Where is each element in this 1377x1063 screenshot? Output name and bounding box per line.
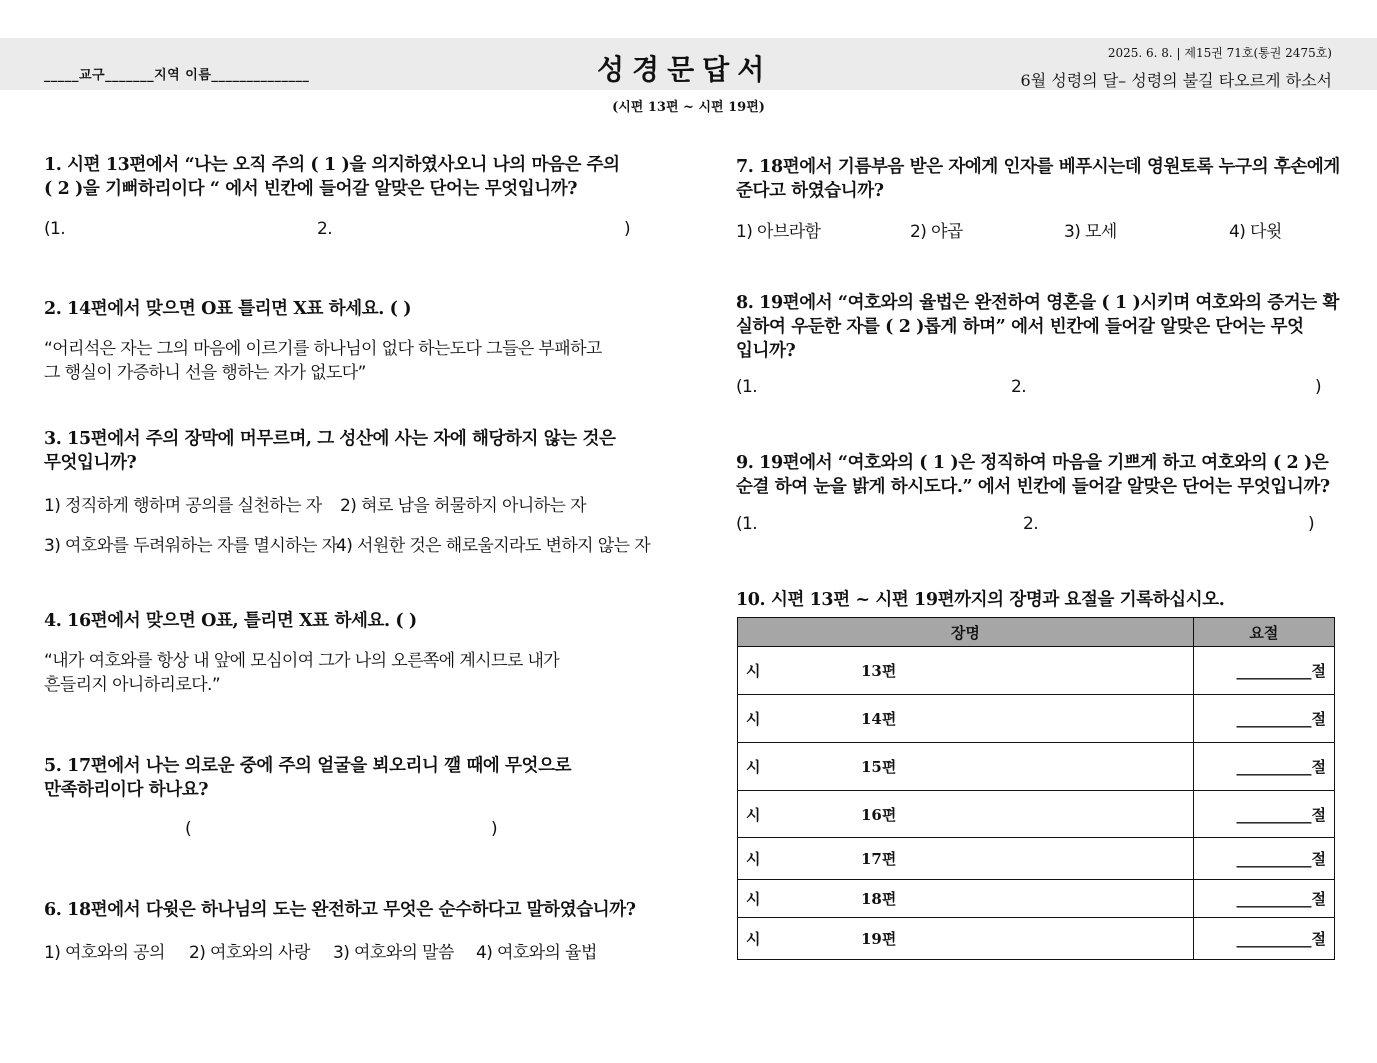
question-8-line-2: 실하여 우둔한 자를 ( 2 )롭게 하며” 에서 빈칸에 들어갈 알맞은 단어는 무엇 xyxy=(736,317,1304,337)
option-4[interactable]: 4) 다윗 xyxy=(1229,222,1282,242)
answer-open-paren[interactable]: ( xyxy=(185,819,192,839)
option-1[interactable]: 1) 여호와의 공의 xyxy=(44,943,165,963)
book-name: 시 xyxy=(746,662,761,680)
issue-info: 2025. 6. 8. | 제15권 71호(통권 2475호) xyxy=(1107,46,1332,60)
table-row xyxy=(738,743,1335,791)
question-3-line-2: 무엇입니까? xyxy=(44,453,137,473)
option-4[interactable]: 4) 여호와의 율법 xyxy=(476,943,597,963)
table-row xyxy=(738,918,1335,960)
question-4-line-1[interactable]: 4. 16편에서 맞으면 O표, 틀리면 X표 하세요. ( ) xyxy=(44,611,417,631)
chapter-cell[interactable] xyxy=(738,791,1194,838)
question-9-line-1: 9. 19편에서 “여호와의 ( 1 )은 정직하여 마음을 기쁘게 하고 여호와의 ( 2 )은 xyxy=(736,453,1329,473)
name-line: _____교구_______지역 이름______________ xyxy=(44,68,310,83)
option-3[interactable]: 3) 모세 xyxy=(1064,222,1117,242)
table-row xyxy=(738,647,1335,695)
verse-cell[interactable]: __________절 xyxy=(1193,880,1334,918)
chapter-number: 16편 xyxy=(861,805,897,824)
chapter-number: 19편 xyxy=(861,930,897,948)
book-name: 시 xyxy=(746,930,761,948)
question-3-line-1: 3. 15편에서 주의 장막에 머무르며, 그 성산에 사는 자에 해당하지 않는 것은 xyxy=(44,429,616,449)
chapter-verse-table xyxy=(737,617,1335,960)
scripture-range: (시편 13편 ~ 시편 19편) xyxy=(612,100,765,115)
chapter-number: 14편 xyxy=(861,710,897,728)
verse-cell[interactable]: __________절 xyxy=(1193,647,1334,695)
verse-cell[interactable]: __________절 xyxy=(1193,791,1334,838)
answer-blank-2[interactable]: 2. xyxy=(317,219,333,239)
table-row xyxy=(738,838,1335,880)
answer-blank-1[interactable]: (1. xyxy=(736,514,758,534)
table-row xyxy=(738,695,1335,743)
answer-blank-2[interactable]: 2. xyxy=(1011,377,1027,397)
book-name: 시 xyxy=(746,890,761,908)
question-2-quote-2: 그 행실이 가증하니 선을 행하는 자가 없도다” xyxy=(44,363,366,383)
chapter-cell[interactable] xyxy=(738,880,1194,918)
header-key-verse: 요절 xyxy=(1193,618,1334,647)
book-name: 시 xyxy=(746,710,761,728)
option-4[interactable]: 4) 서원한 것은 해로울지라도 변하지 않는 자 xyxy=(336,536,651,556)
verse-cell[interactable]: __________절 xyxy=(1193,695,1334,743)
option-2[interactable]: 2) 여호와의 사랑 xyxy=(189,943,310,963)
verse-cell[interactable]: __________절 xyxy=(1193,743,1334,791)
question-10-line-1: 10. 시편 13편 ~ 시편 19편까지의 장명과 요절을 기록하십시오. xyxy=(736,590,1225,610)
answer-blank-2[interactable]: 2. xyxy=(1023,514,1039,534)
chapter-number: 17편 xyxy=(861,850,897,868)
option-2[interactable]: 2) 혀로 남을 허물하지 아니하는 자 xyxy=(340,496,586,516)
chapter-number: 18편 xyxy=(861,890,897,908)
option-3[interactable]: 3) 여호와의 말씀 xyxy=(333,943,454,963)
question-2-line-1[interactable]: 2. 14편에서 맞으면 O표 틀리면 X표 하세요. ( ) xyxy=(44,299,412,319)
question-7-line-1: 7. 18편에서 기름부음 받은 자에게 인자를 베푸시는데 영원토록 누구의 후손에게 xyxy=(736,157,1340,177)
question-4-quote-1: “내가 여호와를 항상 내 앞에 모심이여 그가 나의 오른쪽에 계시므로 내가 xyxy=(44,651,560,671)
book-name: 시 xyxy=(746,758,761,776)
question-8-line-3: 입니까? xyxy=(736,341,796,361)
answer-close-paren: ) xyxy=(1308,514,1315,534)
question-7-line-2: 준다고 하였습니까? xyxy=(736,181,884,201)
answer-blank-1[interactable]: (1. xyxy=(736,377,758,397)
answer-close-paren: ) xyxy=(491,819,498,839)
option-1[interactable]: 1) 아브라함 xyxy=(736,222,821,242)
question-1-line-2: ( 2 )을 기뻐하리이다 “ 에서 빈칸에 들어갈 알맞은 단어는 무엇입니까? xyxy=(44,179,578,199)
chapter-number: 13편 xyxy=(861,662,897,680)
chapter-cell[interactable] xyxy=(738,695,1194,743)
question-5-line-2: 만족하리이다 하나요? xyxy=(44,780,209,800)
table-row xyxy=(738,791,1335,838)
monthly-theme: 6월 성령의 달– 성령의 불길 타오르게 하소서 xyxy=(1020,71,1332,90)
book-name: 시 xyxy=(746,850,761,868)
answer-close-paren: ) xyxy=(1315,377,1322,397)
answer-blank-1[interactable]: (1. xyxy=(44,219,66,239)
question-4-quote-2: 흔들리지 아니하리로다.” xyxy=(44,675,221,695)
chapter-cell[interactable] xyxy=(738,838,1194,880)
question-6-line-1: 6. 18편에서 다윗은 하나님의 도는 완전하고 무엇은 순수하다고 말하였습니까? xyxy=(44,900,636,920)
question-1-line-1: 1. 시편 13편에서 “나는 오직 주의 ( 1 )을 의지하였사오니 나의 마음은 주의 xyxy=(44,155,620,175)
verse-cell[interactable]: __________절 xyxy=(1193,918,1334,960)
answer-close-paren: ) xyxy=(624,219,631,239)
option-2[interactable]: 2) 야곱 xyxy=(910,222,963,242)
page-title: 성경문답서 xyxy=(597,53,773,86)
question-9-line-2: 순결 하여 눈을 밝게 하시도다.” 에서 빈칸에 들어갈 알맞은 단어는 무엇입니까? xyxy=(736,477,1330,497)
question-8-line-1: 8. 19편에서 “여호와의 율법은 완전하여 영혼을 ( 1 )시키며 여호와의 증거는 확 xyxy=(736,293,1339,313)
option-1[interactable]: 1) 정직하게 행하며 공의를 실천하는 자 xyxy=(44,496,322,516)
table-row xyxy=(738,880,1335,918)
book-name: 시 xyxy=(746,805,761,824)
header-chapter-name: 장명 xyxy=(738,618,1194,647)
option-3[interactable]: 3) 여호와를 두려워하는 자를 멸시하는 자 xyxy=(44,536,338,556)
chapter-cell[interactable] xyxy=(738,743,1194,791)
chapter-cell[interactable] xyxy=(738,647,1194,695)
question-2-quote-1: “어리석은 자는 그의 마음에 이르기를 하나님이 없다 하는도다 그들은 부패하고 xyxy=(44,339,602,359)
question-5-line-1: 5. 17편에서 나는 의로운 중에 주의 얼굴을 뵈오리니 깰 때에 무엇으로 xyxy=(44,756,572,776)
chapter-number: 15편 xyxy=(861,758,897,776)
table-header-row xyxy=(738,618,1335,647)
chapter-cell[interactable] xyxy=(738,918,1194,960)
verse-cell[interactable]: __________절 xyxy=(1193,838,1334,880)
